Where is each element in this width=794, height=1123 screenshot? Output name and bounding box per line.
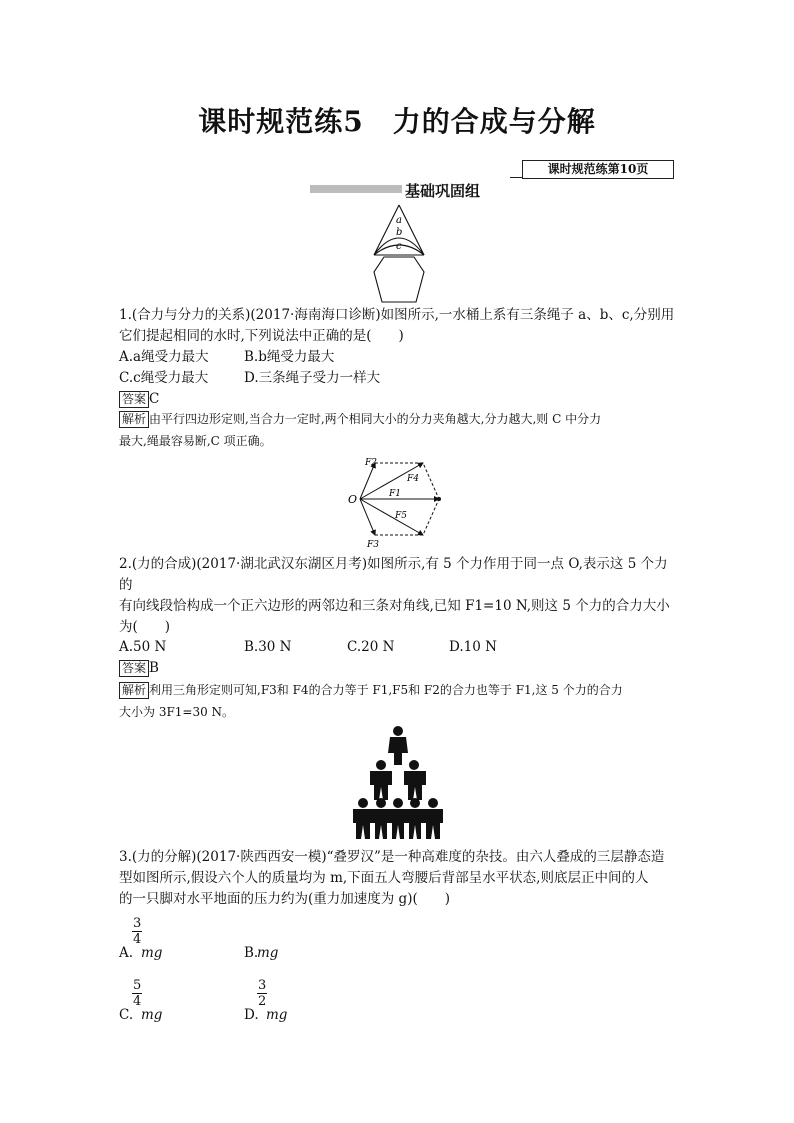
q2-line3: 为( ): [119, 619, 171, 635]
q1-line2: 它们提起相同的水时,下列说法中正确的是( ): [119, 328, 404, 344]
q3-line2: 型如图所示,假设六个人的质量均为 m,下面五人弯腰后背部呈水平状态,则底层正中间的人: [119, 870, 649, 886]
page-title: 课时规范练5 力的合成与分解: [198, 105, 596, 138]
fraction: $\frac{5}{4}$: [133, 978, 142, 1009]
question-1: [119, 305, 679, 409]
q1-answer: C: [149, 391, 160, 407]
q2-answer-row: [119, 658, 679, 679]
q1-option-a: A.a绳受力最大: [119, 349, 209, 365]
force-F2: [360, 463, 375, 499]
q3-line1: 3.(力的分解)(2017·陕西西安一模)“叠罗汉”是一种高难度的杂技。由六人叠成的三层静态造: [119, 849, 665, 865]
q1-analysis: [119, 408, 679, 452]
section-bar: [310, 185, 402, 193]
q2-option-d: D.10 N: [449, 639, 497, 655]
force-F3: [360, 499, 375, 535]
human-pyramid-figure: [348, 725, 448, 840]
person-bottom-4: [406, 798, 424, 839]
q1-option-c: C.c绳受力最大: [119, 370, 209, 386]
force-hexagon-figure: [345, 455, 450, 550]
q2-option-c: C.20 N: [347, 639, 395, 655]
q2-line1: 2.(力的合成)(2017·湖北武汉东湖区月考)如图所示,有 5 个力作用于同一点 O,表示这 5 个力的: [119, 556, 668, 593]
q2-line2: 有向线段恰构成一个正六边形的两邻边和三条对角线,已知 F1=10 N,则这 5 个力的合力大小: [119, 598, 670, 614]
fraction: $\frac{3}{2}$: [258, 978, 267, 1009]
page-reference-box: 课时规范练第10页: [522, 160, 674, 179]
q1-option-d: D.三条绳子受力一样大: [244, 370, 381, 386]
label-F5: F5: [395, 511, 407, 521]
label-a: a: [396, 215, 402, 226]
q2-answer: B: [149, 660, 159, 676]
person-bottom-1: [353, 798, 373, 839]
q1-analysis-line2: 最大,绳最容易断,C 项正确。: [119, 434, 272, 448]
person-top: [388, 726, 408, 765]
q1-analysis-line1: 由平行四边形定则,当合力一定时,两个相同大小的分力夹角越大,分力越大,则 C 中分力: [149, 412, 602, 426]
person-middle-left: [370, 760, 392, 800]
label-c: c: [396, 241, 402, 252]
q2-analysis: [119, 679, 679, 723]
q2-analysis-line1: 利用三角形定则可知,F3和 F4的合力等于 F1,F5和 F2的合力也等于 F1,这 5 个力的合力: [149, 683, 623, 697]
q3-line3: 的一只脚对水平地面的压力约为(重力加速度为 g)( ): [119, 891, 450, 907]
label-F1: F1: [389, 489, 401, 499]
hexagon-dashed-bottom: [375, 499, 439, 535]
bucket-figure: [368, 203, 430, 305]
label-F3: F3: [367, 540, 379, 550]
fraction: $\frac{3}{4}$: [133, 916, 142, 947]
analysis-label: 解析: [119, 411, 149, 428]
analysis-label: 解析: [119, 682, 149, 699]
answer-label: 答案: [119, 660, 149, 677]
q2-analysis-line2: 大小为 3F1=30 N。: [119, 705, 235, 719]
bucket-body: [374, 257, 424, 302]
q1-option-b: B.b绳受力最大: [244, 349, 335, 365]
section-title: 基础巩固组: [405, 182, 481, 200]
q2-option-b: B.30 N: [244, 639, 292, 655]
force-F5: [360, 499, 423, 535]
q1-line1: 1.(合力与分力的关系)(2017·海南海口诊断)如图所示,一水桶上系有三条绳子 a、b、c,分别用: [119, 307, 675, 323]
person-bottom-5: [423, 798, 443, 839]
question-3: [119, 847, 679, 910]
q2-option-a: A.50 N: [119, 639, 167, 655]
label-F2: F2: [365, 458, 377, 468]
label-b: b: [396, 227, 403, 238]
person-middle-right: [404, 760, 426, 800]
question-2: [119, 554, 679, 638]
q2-options: [119, 637, 679, 658]
answer-label: 答案: [119, 391, 149, 408]
label-O: O: [348, 493, 358, 506]
person-bottom-2: [372, 798, 390, 839]
person-bottom-3: [389, 798, 407, 839]
label-F4: F4: [407, 474, 419, 484]
